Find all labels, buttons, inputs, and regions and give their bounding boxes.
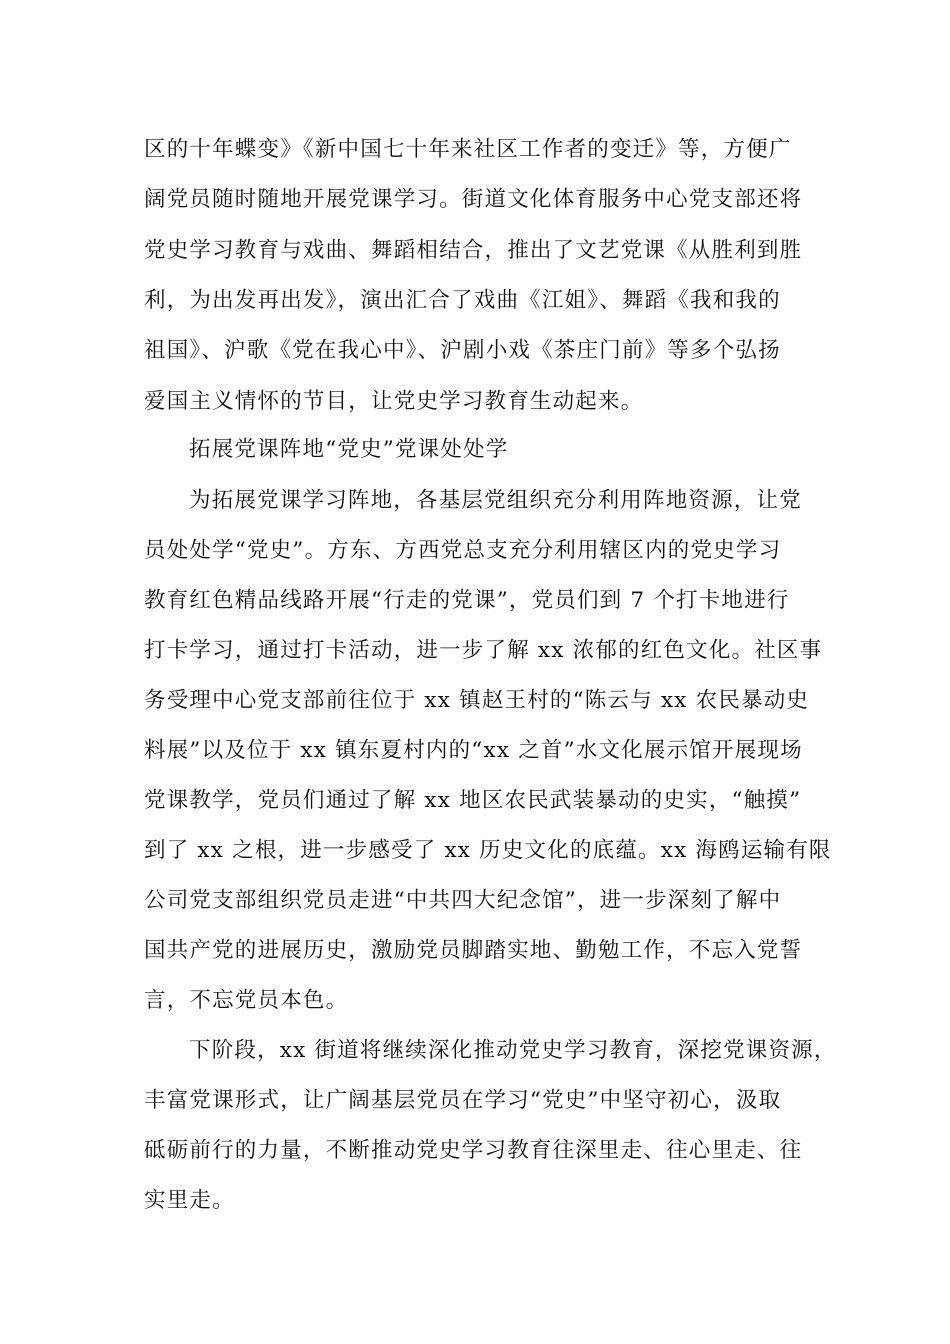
paragraph-line: 为拓展党课学习阵地，各基层党组织充分利用阵地资源，让党 [189,488,802,513]
paragraph-line: 党史学习教育与戏曲、舞蹈相结合，推出了文艺党课《从胜利到胜 [144,238,803,263]
paragraph-line: 祖国》、沪歌《党在我心中》、沪剧小戏《茶庄门前》等多个弘扬 [144,338,781,363]
paragraph-line: 下阶段，xx 街道将继续深化推动党史学习教育，深挖党课资源， [189,1038,837,1063]
paragraph-line: 公司党支部组织党员走进“中共四大纪念馆”，进一步深刻了解中 [144,888,782,913]
paragraph-line: 党课教学，党员们通过了解 xx 地区农民武装暴动的史实，“触摸” [144,788,802,813]
paragraph-line: 务受理中心党支部前往位于 xx 镇赵王村的“陈云与 xx 农民暴动史 [144,688,810,713]
paragraph-line: 爱国主义情怀的节目，让党史学习教育生动起来。 [144,389,644,414]
paragraph-line: 丰富党课形式，让广阔基层党员在学习“党史”中坚守初心，汲取 [144,1088,782,1113]
paragraph-line: 员处处学“党史”。方东、方西党总支充分利用辖区内的党史学习 [144,538,782,563]
paragraph-line: 砥砺前行的力量，不断推动党史学习教育往深里走、往心里走、往 [144,1138,803,1163]
paragraph-line: 国共产党的进展历史，激励党员脚踏实地、勤勉工作，不忘入党誓 [144,938,803,963]
paragraph-line: 实里走。 [144,1188,235,1213]
paragraph-line: 阔党员随时随地开展党课学习。街道文化体育服务中心党支部还将 [144,187,803,212]
paragraph-line: 言，不忘党员本色。 [144,988,349,1013]
paragraph-line: 料展”以及位于 xx 镇东夏村内的“xx 之首”水文化展示馆开展现场 [144,738,803,763]
paragraph-line: 区的十年蝶变》《新中国七十年来社区工作者的变迁》等，方便广 [144,137,792,162]
paragraph-line: 教育红色精品线路开展“行走的党课”，党员们到 7 个打卡地进行 [144,588,790,613]
paragraph-line: 利，为出发再出发》，演出汇合了戏曲《江姐》、舞蹈《我和我的 [144,288,781,313]
section-heading: 拓展党课阵地“党史”党课处处学 [189,437,509,462]
paragraph-line: 到了 xx 之根，进一步感受了 xx 历史文化的底蕴。xx 海鸥运输有限 [144,838,832,863]
paragraph-line: 打卡学习，通过打卡活动，进一步了解 xx 浓郁的红色文化。社区事 [144,638,823,663]
